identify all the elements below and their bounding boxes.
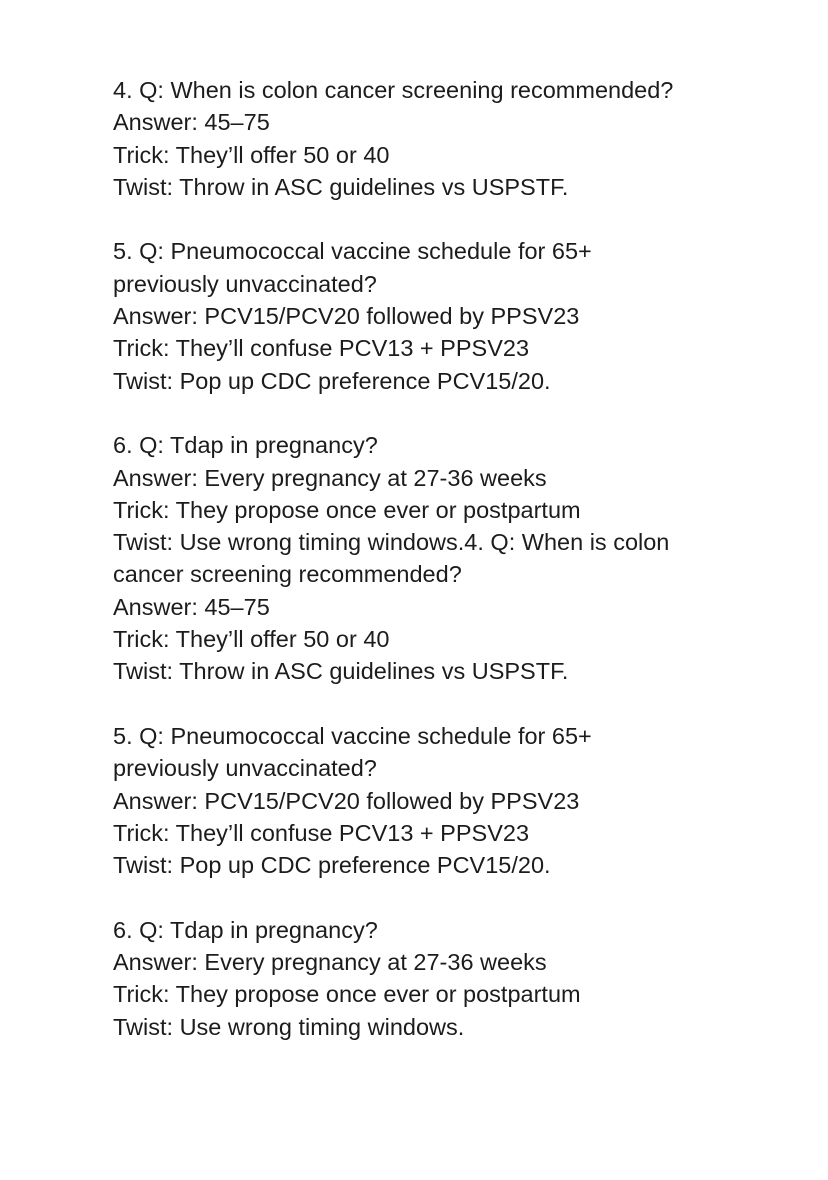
trick-line: Trick: They propose once ever or postpartum <box>113 496 581 523</box>
trick-line: Trick: They’ll confuse PCV13 + PPSV23 <box>113 335 530 362</box>
twist-line: Twist: Use wrong timing windows.4. Q: When is colon <box>113 529 670 556</box>
document-body <box>113 74 803 1043</box>
question-5-continuation: previously unvaccinated? <box>113 270 377 297</box>
paragraph-gap <box>113 397 803 429</box>
paragraph-gap <box>113 203 803 235</box>
paragraph-gap <box>113 688 803 720</box>
answer-line: Answer: PCV15/PCV20 followed by PPSV23 <box>113 787 580 814</box>
answer-line: Answer: 45–75 <box>113 593 270 620</box>
trick-line: Trick: They’ll confuse PCV13 + PPSV23 <box>113 819 530 846</box>
question-5-line: 5. Q: Pneumococcal vaccine schedule for 65+ <box>113 722 592 749</box>
twist-line: Twist: Throw in ASC guidelines vs USPSTF. <box>113 658 569 685</box>
answer-line: Answer: 45–75 <box>113 109 270 136</box>
trick-line: Trick: They’ll offer 50 or 40 <box>113 626 390 653</box>
answer-line: Answer: PCV15/PCV20 followed by PPSV23 <box>113 303 580 330</box>
answer-line: Answer: Every pregnancy at 27-36 weeks <box>113 464 547 491</box>
answer-line: Answer: Every pregnancy at 27-36 weeks <box>113 949 547 976</box>
question-6-line: 6. Q: Tdap in pregnancy? <box>113 916 378 943</box>
trick-line: Trick: They propose once ever or postpartum <box>113 981 581 1008</box>
question-5-line: 5. Q: Pneumococcal vaccine schedule for 65+ <box>113 238 592 265</box>
twist-line: Twist: Throw in ASC guidelines vs USPSTF. <box>113 173 569 200</box>
paragraph-gap <box>113 881 803 913</box>
question-4-line: 4. Q: When is colon cancer screening recommended? <box>113 77 674 103</box>
question-6-line: 6. Q: Tdap in pregnancy? <box>113 432 378 459</box>
question-4-continuation: cancer screening recommended? <box>113 561 462 588</box>
question-5-continuation: previously unvaccinated? <box>113 755 377 782</box>
trick-line: Trick: They’ll offer 50 or 40 <box>113 141 390 168</box>
twist-line: Twist: Pop up CDC preference PCV15/20. <box>113 852 551 879</box>
twist-line: Twist: Pop up CDC preference PCV15/20. <box>113 367 551 394</box>
twist-line: Twist: Use wrong timing windows. <box>113 1013 465 1040</box>
